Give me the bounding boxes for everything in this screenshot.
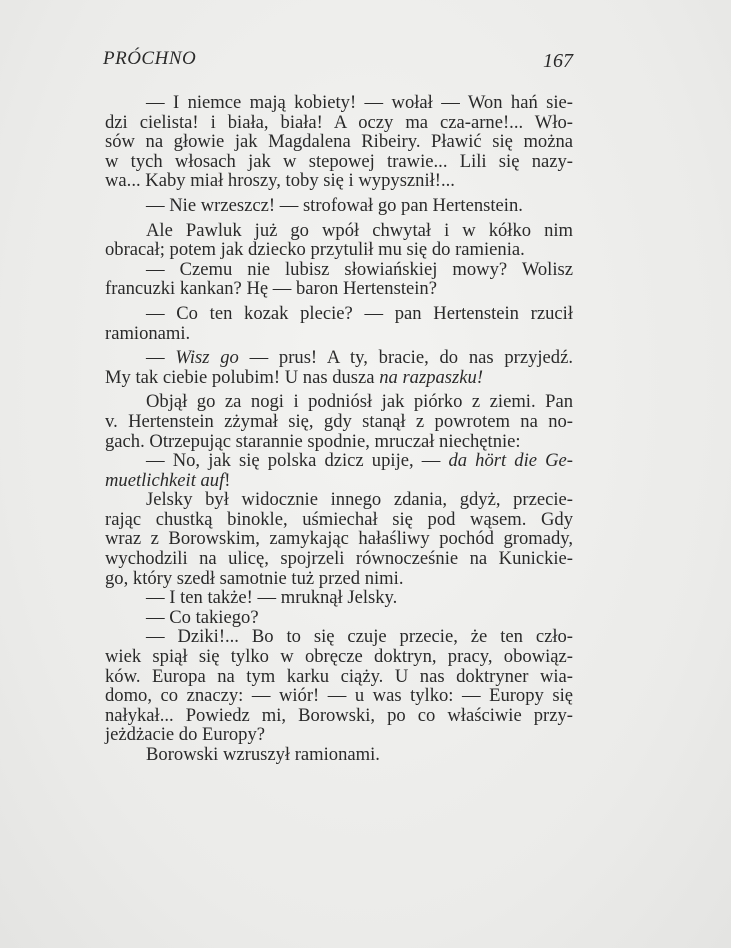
paragraph	[105, 745, 573, 765]
text-line: francuzki kankan? Hę — baron Hertenstein?	[105, 278, 437, 300]
text-line: dzi cielista! i biała, biała! A oczy ma cza-arne!... Wło-	[105, 111, 573, 133]
text-line: Objął go za nogi i podniósł jak piórko z ziemi. Pan	[146, 391, 573, 413]
paragraph	[105, 260, 573, 299]
text-run: — No, jak się polska dzicz upije, —	[146, 450, 449, 472]
text-line: v. Hertenstein zżymał się, gdy stanął z powrotem na no-	[105, 410, 573, 432]
text-run: !	[224, 469, 231, 491]
text-line: w tych włosach jak w stepowej trawie... Lili się nazy-	[105, 150, 573, 172]
text-line: sów na głowie jak Magdalena Ribeiry. Pławić się można	[105, 131, 573, 153]
text-line: — Co ten kozak plecie? — pan Hertenstein rzucił	[146, 302, 573, 324]
italic-phrase: Wisz go	[175, 347, 239, 369]
text-line: — Dziki!... Bo to się czuje przecie, że ten czło-	[146, 626, 573, 648]
italic-phrase: da hört die Ge-	[448, 450, 573, 472]
paragraph	[105, 348, 573, 387]
text-line: — I ten także! — mruknął Jelsky.	[146, 587, 398, 609]
text-line: — I niemce mają kobiety! — wołał — Won hań sie-	[146, 92, 573, 113]
paragraph	[105, 392, 573, 451]
text-run: —	[146, 347, 176, 369]
text-line	[105, 348, 573, 368]
text-line: — Nie wrzeszcz! — strofował go pan Hertenstein.	[146, 194, 523, 216]
text-line	[105, 451, 573, 471]
text-line: jeżdżacie do Europy?	[105, 724, 266, 746]
text-line: wychodzili na ulicę, spojrzeli równocześnie na Kunickie-	[105, 548, 573, 570]
text-line: Jelsky był widocznie innego zdania, gdyż, przecie-	[146, 489, 573, 511]
text-line: — Czemu nie lubisz słowiańskiej mowy? Wolisz	[146, 258, 573, 280]
text-run: My tak ciebie polubim! U nas dusza	[105, 366, 380, 388]
paragraph	[105, 451, 573, 490]
text-line: wiek spiął się tylko w obręcze doktryn, pracy, obowiąz-	[105, 646, 573, 668]
running-head	[103, 48, 573, 74]
text-run: — prus! A ty, bracie, do nas przyjedź.	[238, 347, 574, 369]
paragraph	[105, 608, 573, 628]
paragraph	[105, 490, 573, 588]
text-line	[105, 368, 573, 388]
text-line: rając chustką binokle, uśmiechał się pod wąsem. Gdy	[105, 508, 573, 530]
page-body-text	[105, 93, 573, 765]
paragraph	[105, 304, 573, 343]
text-line: Borowski wzruszył ramionami.	[146, 744, 380, 765]
text-line: Ale Pawluk już go wpół chwytał i w kółko nim	[146, 219, 573, 241]
text-line: nałykał... Powiedz mi, Borowski, po co właściwie przy-	[105, 704, 573, 726]
text-line: wa... Kaby miał hroszy, toby się i wypysznił!...	[105, 170, 455, 192]
text-line: — Co takiego?	[146, 606, 259, 628]
paragraph	[105, 196, 573, 216]
paragraph	[105, 588, 573, 608]
text-line: ków. Europa na tym karku ciąży. U nas doktryner wia-	[105, 665, 573, 687]
page-number: 167	[543, 50, 573, 72]
text-line: domo, co znaczy: — wiór! — u was tylko: — Europy się	[105, 685, 573, 707]
running-head-title: PRÓCHNO	[103, 48, 197, 69]
italic-phrase: muetlichkeit auf	[105, 469, 225, 491]
paragraph	[105, 221, 573, 260]
text-line	[105, 471, 573, 491]
text-line: gach. Otrzepując starannie spodnie, mruczał niechętnie:	[105, 430, 521, 452]
italic-phrase: na razpaszku!	[379, 366, 484, 388]
text-line: go, który szedł samotnie tuż przed nimi.	[105, 567, 404, 589]
text-line: ramionami.	[105, 322, 191, 344]
text-line: obracał; potem jak dziecko przytulił mu się do ramienia.	[105, 239, 525, 261]
paragraph	[105, 93, 573, 191]
text-line: wraz z Borowskim, zamykając hałaśliwy pochód gromady,	[105, 528, 573, 550]
paragraph	[105, 627, 573, 745]
